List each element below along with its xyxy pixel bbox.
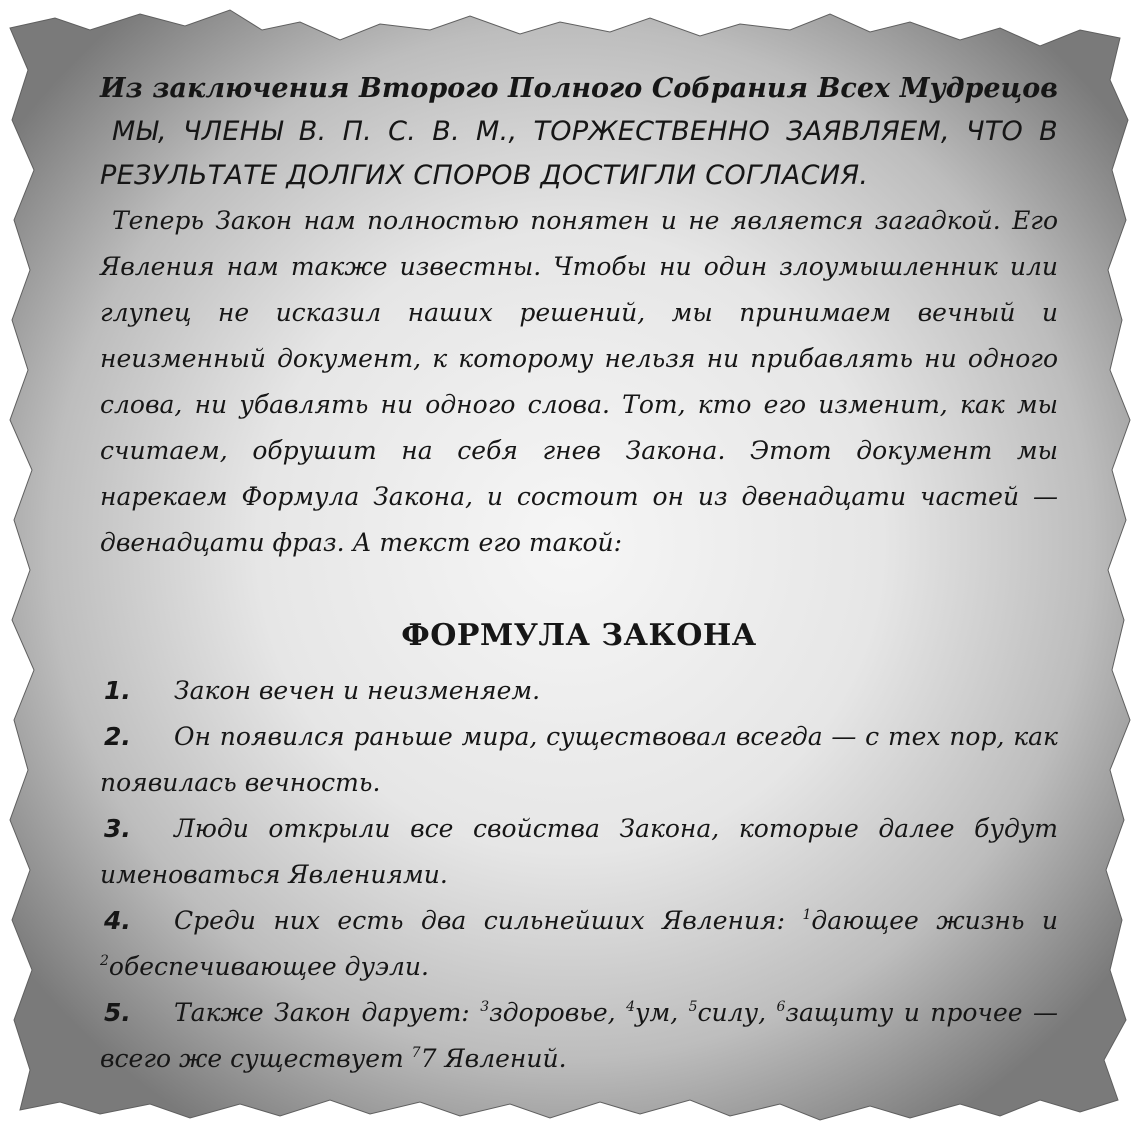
footnote-mark: 4 — [626, 999, 635, 1015]
formula-item-4 — [100, 898, 1058, 990]
item-number: 1. — [104, 676, 131, 705]
item-text: дающее жизнь и — [811, 906, 1058, 935]
item-text: защиту и прочее — всего же существует — [100, 998, 1059, 1073]
item-text: Также Закон дарует: — [174, 998, 481, 1027]
document-body — [100, 68, 1059, 1073]
formula-list — [100, 668, 1058, 1082]
footnote-mark: 1 — [802, 907, 812, 923]
item-text: Люди открыли все свойства Закона, которые далее будут именоваться Явлениями. — [100, 814, 1058, 889]
intro-paragraph: Теперь Закон нам полностью понятен и не является загадкой. Его Явления нам также известны. Чтобы ни один злоумышленник или глупец не исказил наших решений, мы принимаем вечный и неизменный документ, к которому нельзя ни прибавлять ни одного слова, ни убавлять ни одного слова. Тот, кто его изменит, как мы считаем, обрушит на себя гнев Закона. Этот документ мы нарекаем Формула Закона, и состоит он из двенадцати частей — двенадцати фраз. А текст его такой: — [100, 206, 1058, 557]
intro-heading: Из заключения Второго Полного Собрания Всех Мудрецов — [100, 73, 1058, 104]
item-number: 2. — [104, 722, 131, 751]
footnote-mark: 5 — [688, 999, 698, 1015]
formula-item-3 — [100, 806, 1058, 898]
formula-item-1 — [100, 668, 1058, 714]
formula-item-5 — [100, 990, 1058, 1082]
item-text: 7 Явлений. — [420, 1044, 567, 1073]
footnote-mark: 6 — [776, 999, 786, 1015]
item-text: обеспечивающее дуэли. — [108, 952, 429, 981]
item-text: ум, — [634, 998, 689, 1027]
item-text: Закон вечен и неизменяем. — [174, 676, 541, 705]
item-number: 4. — [104, 906, 131, 935]
item-number: 5. — [104, 998, 131, 1027]
item-text: силу, — [697, 998, 777, 1027]
formula-item-2 — [100, 714, 1058, 806]
intro-declaration: МЫ, ЧЛЕНЫ В. П. С. В. М., ТОРЖЕСТВЕННО ЗАЯВЛЯЕМ, ЧТО В РЕЗУЛЬТАТЕ ДОЛГИХ СПОРОВ ДОСТИГЛИ СОГЛАСИЯ. — [100, 116, 1058, 191]
formula-title: ФОРМУЛА ЗАКОНА — [401, 618, 757, 653]
footnote-mark: 3 — [480, 999, 490, 1015]
item-number: 3. — [104, 814, 131, 843]
item-text: Среди них есть два сильнейших Явления: — [174, 906, 803, 935]
item-text: Он появился раньше мира, существовал всегда — с тех пор, как появилась вечность. — [100, 722, 1058, 797]
item-text: здоровье, — [489, 998, 627, 1027]
footnote-mark: 2 — [100, 953, 109, 969]
footnote-mark: 7 — [411, 1045, 421, 1061]
